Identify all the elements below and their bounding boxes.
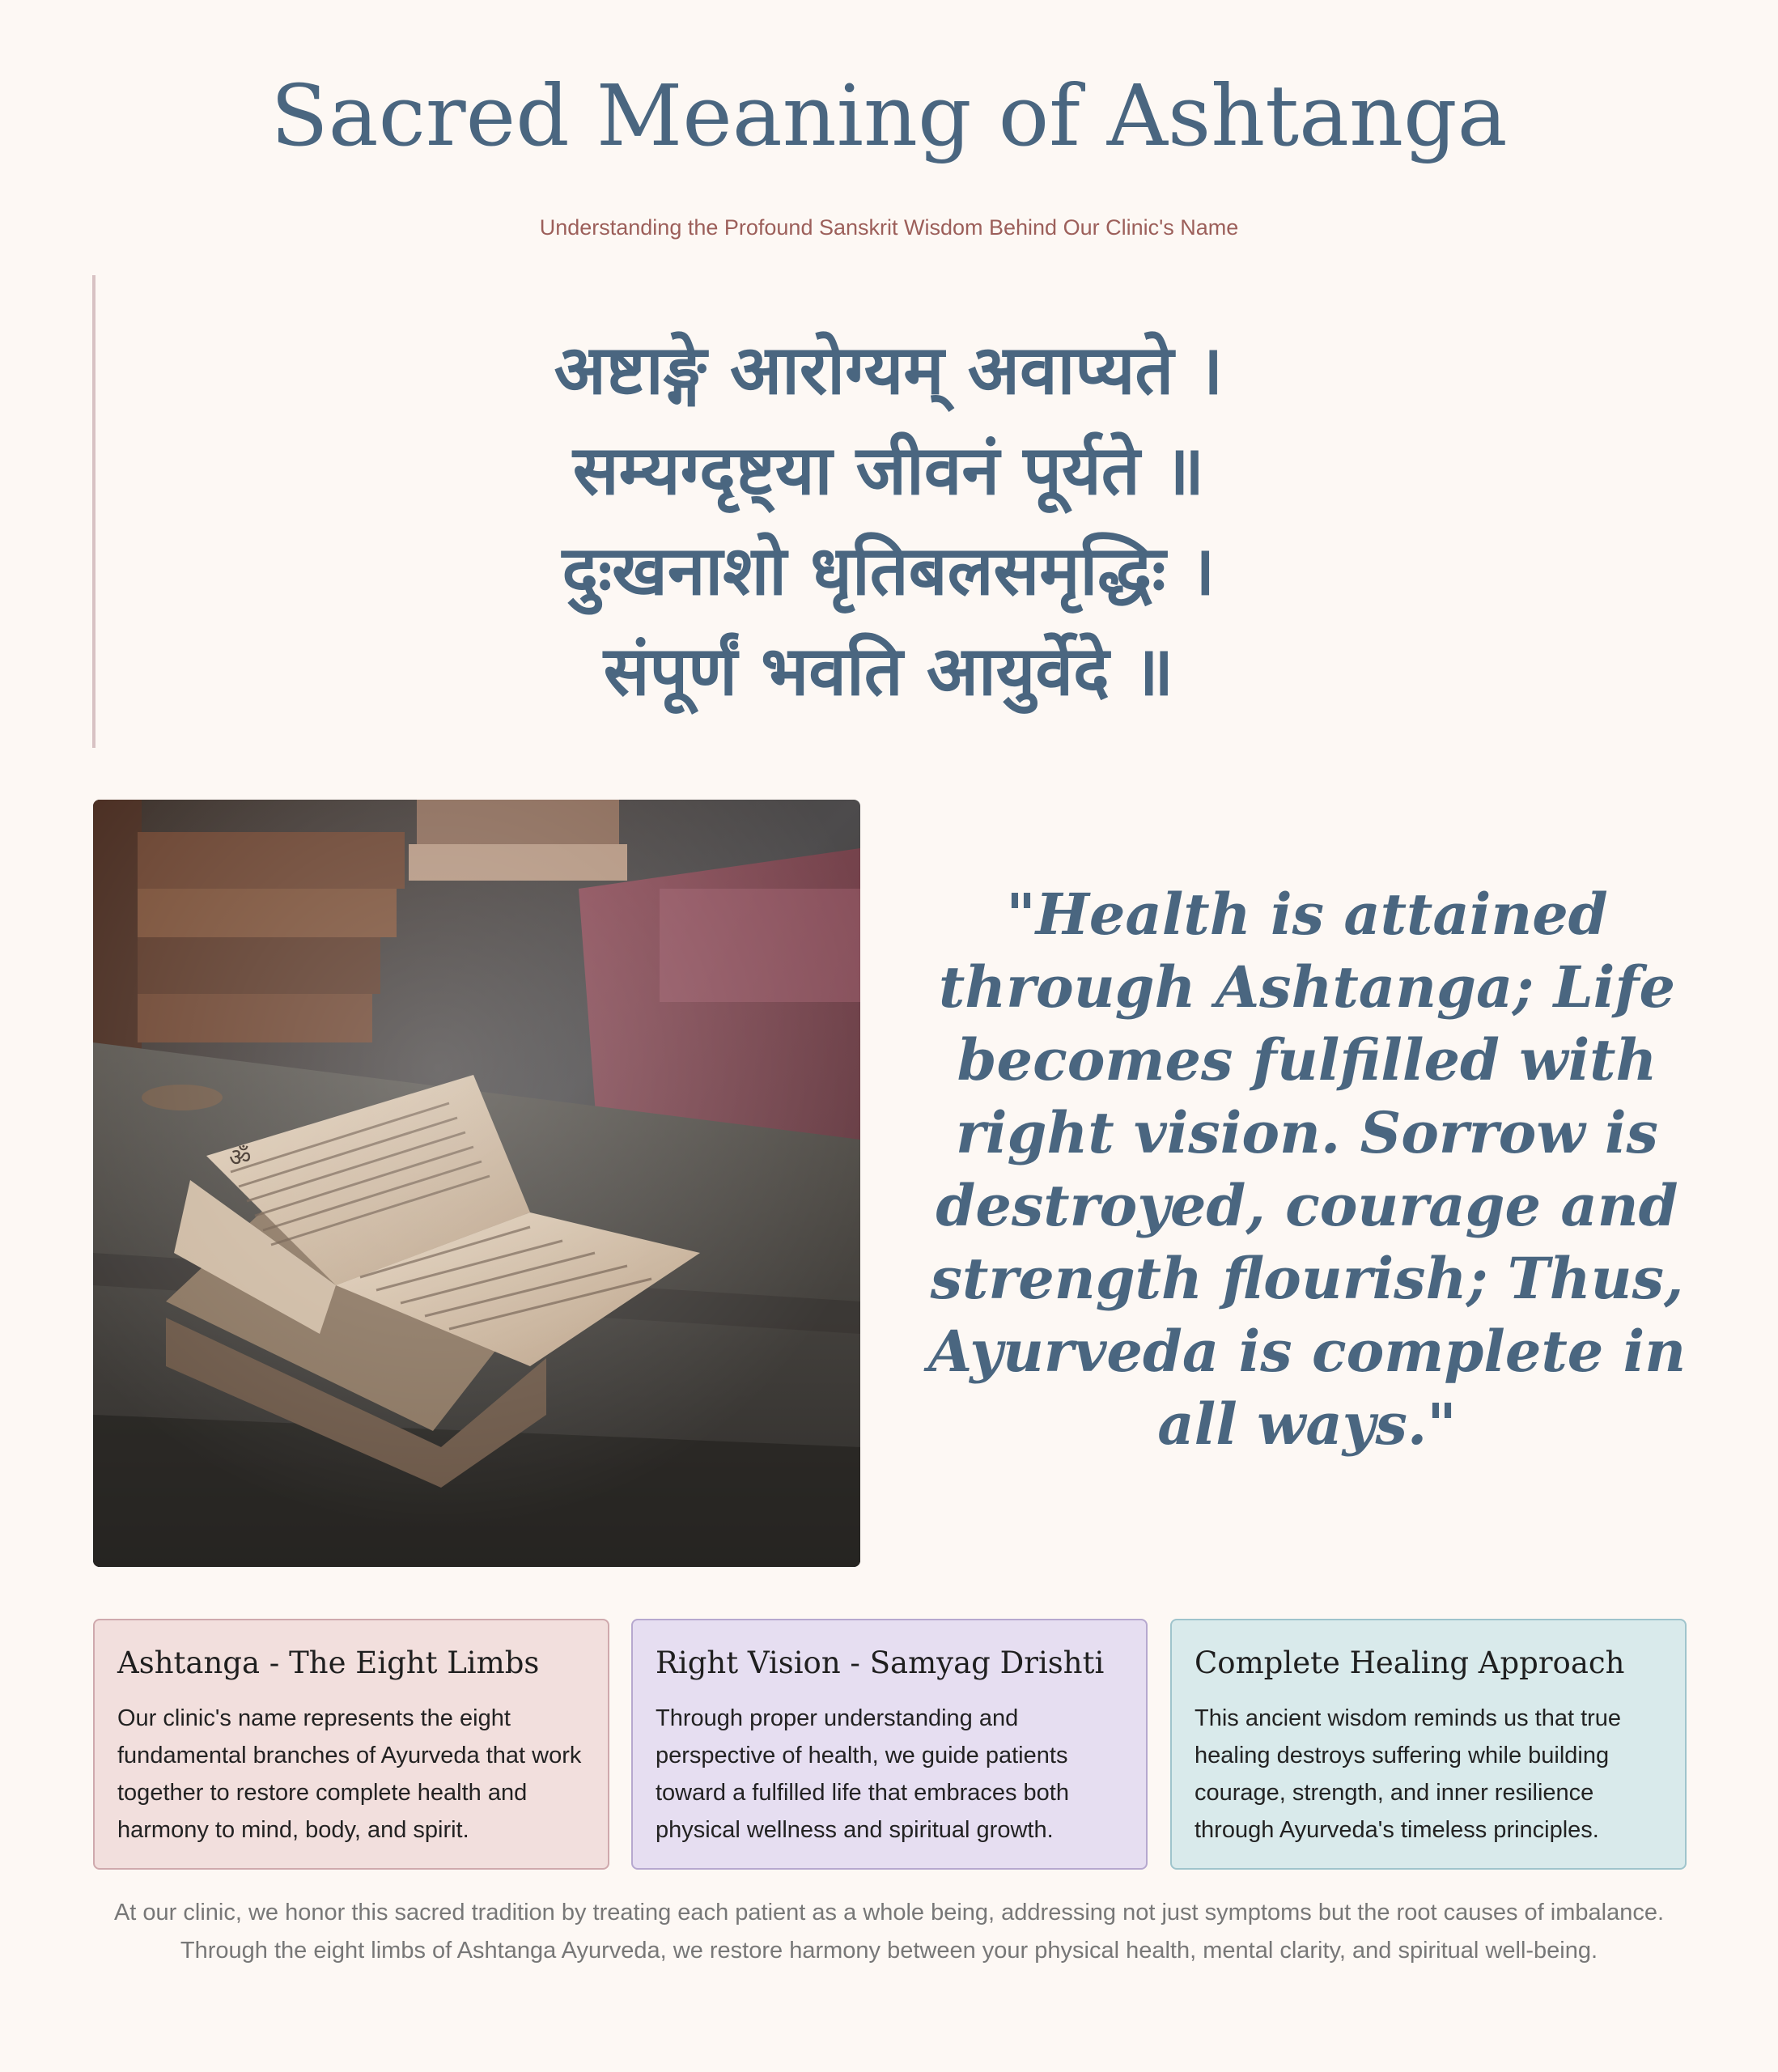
verse-line-4: संपूर्णं भवति आयुर्वेदे ॥ — [603, 631, 1174, 711]
footer-paragraph: At our clinic, we honor this sacred tradition by treating each patient as a whole being, addressing not just symptoms but the root causes of imbalance. Through the eight limbs of Ashtanga Ayurveda, we restore harmony between your physical health, mental clarity, and spiritual well-being. — [113, 1900, 1665, 1964]
page-title: Sacred Meaning of Ashtanga — [270, 66, 1508, 165]
manuscript-image — [93, 800, 860, 1567]
card-title: Right Vision - Samyag Drishti — [656, 1645, 1105, 1680]
card-body: Our clinic's name represents the eight fundamental branches of Ayurveda that work together to restore complete health and harmony to mind, body, and spirit. — [117, 1705, 582, 1843]
card-title: Ashtanga - The Eight Limbs — [117, 1645, 540, 1680]
card-body: Through proper understanding and perspective of health, we guide patients toward a fulfilled life that embraces both physical wellness and spiritual growth. — [656, 1705, 1069, 1843]
verse-line-3: दुःखनाशो धृतिबलसमृद्धिः । — [562, 531, 1216, 610]
card-eight-limbs — [93, 1619, 609, 1870]
card-complete-healing — [1170, 1619, 1687, 1870]
card-title: Complete Healing Approach — [1195, 1645, 1625, 1680]
manuscript-illustration — [93, 800, 860, 1567]
sanskrit-verse-block — [92, 275, 1682, 748]
translation-quote: "Health is attained through Ashtanga; Life becomes fulfilled with right vision. Sorrow is destroyed, courage and strength flourish; Thus, Ayurveda is complete in all ways." — [927, 881, 1687, 1458]
card-body: This ancient wisdom reminds us that true healing destroys suffering while building courage, strength, and inner resilience through Ayurveda's timeless principles. — [1195, 1705, 1622, 1843]
verse-line-1: अष्टाङ्गे आरोग्यम् अवाप्यते । — [554, 330, 1224, 410]
page-subtitle: Understanding the Profound Sanskrit Wisdom Behind Our Clinic's Name — [539, 215, 1239, 240]
verse-line-2: सम्यग्दृष्ट्या जीवनं पूर्यते ॥ — [572, 431, 1205, 510]
card-right-vision — [631, 1619, 1148, 1870]
